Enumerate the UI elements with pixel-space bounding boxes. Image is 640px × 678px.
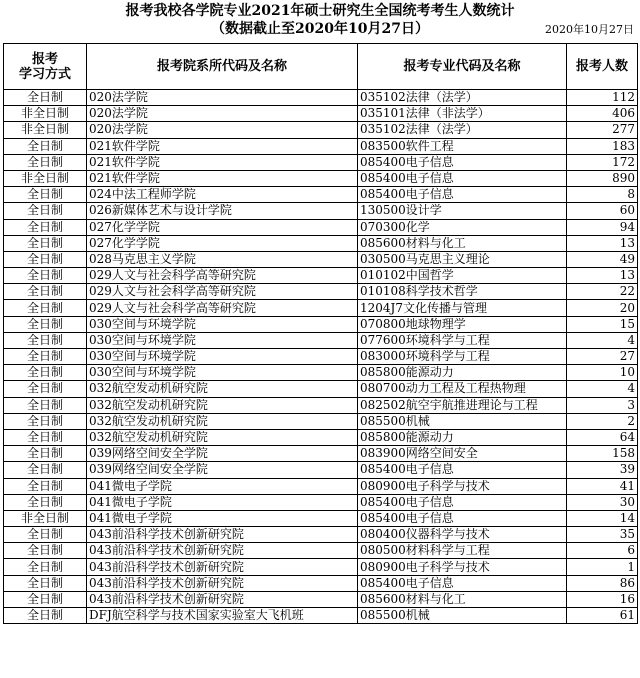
cell-department: DFJ航空科学与技术国家实验室大飞机班: [87, 608, 358, 624]
header-department: 报考院系所代码及名称: [87, 44, 358, 90]
cell-applicant-count: 20: [567, 300, 638, 316]
cell-applicant-count: 406: [567, 106, 638, 122]
table-row: [4, 575, 638, 591]
cell-study-mode: 全日制: [4, 381, 87, 397]
table-row: [4, 381, 638, 397]
cell-department: 030空间与环境学院: [87, 332, 358, 348]
table-row: [4, 284, 638, 300]
table-row: [4, 268, 638, 284]
statistics-table: [3, 43, 638, 624]
cell-applicant-count: 2: [567, 413, 638, 429]
cell-department: 020法学院: [87, 122, 358, 138]
cell-study-mode: 全日制: [4, 90, 87, 106]
cell-department: 026新媒体艺术与设计学院: [87, 203, 358, 219]
cell-major: 010108科学技术哲学: [358, 284, 567, 300]
cell-major: 080900电子科学与技术: [358, 478, 567, 494]
table-row: [4, 365, 638, 381]
cell-applicant-count: 890: [567, 170, 638, 186]
cell-department: 029人文与社会科学高等研究院: [87, 300, 358, 316]
cell-department: 032航空发动机研究院: [87, 413, 358, 429]
cell-study-mode: 全日制: [4, 462, 87, 478]
header-major: 报考专业代码及名称: [358, 44, 567, 90]
cell-major: 080400仪器科学与技术: [358, 527, 567, 543]
header-applicant-count: 报考人数: [567, 44, 638, 90]
cell-applicant-count: 15: [567, 316, 638, 332]
cell-study-mode: 全日制: [4, 527, 87, 543]
cell-applicant-count: 277: [567, 122, 638, 138]
table-row: [4, 349, 638, 365]
cell-study-mode: 全日制: [4, 300, 87, 316]
cell-applicant-count: 8: [567, 187, 638, 203]
cell-study-mode: 全日制: [4, 284, 87, 300]
cell-study-mode: 全日制: [4, 494, 87, 510]
cell-department: 043前沿科学技术创新研究院: [87, 591, 358, 607]
page-subtitle: （数据截止至2020年10月27日）: [211, 21, 429, 37]
cell-study-mode: 全日制: [4, 543, 87, 559]
table-row: [4, 413, 638, 429]
cell-applicant-count: 10: [567, 365, 638, 381]
cell-applicant-count: 49: [567, 251, 638, 267]
cell-study-mode: 全日制: [4, 219, 87, 235]
cell-department: 043前沿科学技术创新研究院: [87, 543, 358, 559]
table-row: [4, 397, 638, 413]
cell-major: 083500软件工程: [358, 138, 567, 154]
cell-study-mode: 全日制: [4, 397, 87, 413]
cell-applicant-count: 13: [567, 235, 638, 251]
cell-applicant-count: 39: [567, 462, 638, 478]
cell-department: 029人文与社会科学高等研究院: [87, 284, 358, 300]
table-row: [4, 219, 638, 235]
cell-major: 035101法律（非法学）: [358, 106, 567, 122]
cell-study-mode: 全日制: [4, 316, 87, 332]
cell-major: 035102法律（法学）: [358, 122, 567, 138]
cell-study-mode: 全日制: [4, 349, 87, 365]
cell-major: 030500马克思主义理论: [358, 251, 567, 267]
cell-major: 010102中国哲学: [358, 268, 567, 284]
table-row: [4, 251, 638, 267]
cell-applicant-count: 41: [567, 478, 638, 494]
cell-department: 020法学院: [87, 106, 358, 122]
cell-department: 024中法工程师学院: [87, 187, 358, 203]
cell-applicant-count: 16: [567, 591, 638, 607]
table-row: [4, 446, 638, 462]
cell-major: 085400电子信息: [358, 154, 567, 170]
cell-study-mode: 全日制: [4, 478, 87, 494]
cell-applicant-count: 4: [567, 332, 638, 348]
cell-major: 085800能源动力: [358, 429, 567, 445]
cell-major: 085400电子信息: [358, 494, 567, 510]
cell-major: 070300化学: [358, 219, 567, 235]
cell-applicant-count: 27: [567, 349, 638, 365]
cell-major: 083000环境科学与工程: [358, 349, 567, 365]
cell-department: 043前沿科学技术创新研究院: [87, 559, 358, 575]
cell-major: 085500机械: [358, 608, 567, 624]
cell-study-mode: 全日制: [4, 154, 87, 170]
cell-department: 027化学学院: [87, 219, 358, 235]
cell-applicant-count: 30: [567, 494, 638, 510]
cell-department: 032航空发动机研究院: [87, 381, 358, 397]
header-study-mode: [4, 44, 87, 90]
cell-applicant-count: 86: [567, 575, 638, 591]
cell-major: 082502航空宇航推进理论与工程: [358, 397, 567, 413]
cell-study-mode: 全日制: [4, 332, 87, 348]
cell-major: 085600材料与化工: [358, 591, 567, 607]
cell-department: 041微电子学院: [87, 478, 358, 494]
cell-major: 080900电子科学与技术: [358, 559, 567, 575]
cell-major: 077600环境科学与工程: [358, 332, 567, 348]
table-row: [4, 235, 638, 251]
cell-applicant-count: 112: [567, 90, 638, 106]
table-row: [4, 332, 638, 348]
table-row: [4, 138, 638, 154]
cell-department: 032航空发动机研究院: [87, 397, 358, 413]
cell-department: 043前沿科学技术创新研究院: [87, 575, 358, 591]
table-row: [4, 170, 638, 186]
cell-department: 030空间与环境学院: [87, 349, 358, 365]
cell-major: 085400电子信息: [358, 510, 567, 526]
report-date: 2020年10月27日: [545, 23, 634, 36]
cell-major: 085600材料与化工: [358, 235, 567, 251]
cell-department: 029人文与社会科学高等研究院: [87, 268, 358, 284]
cell-department: 028马克思主义学院: [87, 251, 358, 267]
cell-study-mode: 全日制: [4, 429, 87, 445]
cell-applicant-count: 6: [567, 543, 638, 559]
cell-applicant-count: 64: [567, 429, 638, 445]
cell-applicant-count: 60: [567, 203, 638, 219]
cell-study-mode: 全日制: [4, 591, 87, 607]
cell-major: 085400电子信息: [358, 170, 567, 186]
cell-applicant-count: 1: [567, 559, 638, 575]
cell-study-mode: 全日制: [4, 446, 87, 462]
cell-applicant-count: 3: [567, 397, 638, 413]
table-row: [4, 187, 638, 203]
cell-department: 030空间与环境学院: [87, 316, 358, 332]
cell-department: 039网络空间安全学院: [87, 446, 358, 462]
table-row: [4, 543, 638, 559]
cell-department: 021软件学院: [87, 154, 358, 170]
cell-study-mode: 全日制: [4, 268, 87, 284]
cell-department: 020法学院: [87, 90, 358, 106]
cell-major: 083900网络空间安全: [358, 446, 567, 462]
cell-major: 085400电子信息: [358, 462, 567, 478]
cell-major: 130500设计学: [358, 203, 567, 219]
table-row: [4, 462, 638, 478]
cell-study-mode: 全日制: [4, 203, 87, 219]
cell-major: 1204J7文化传播与管理: [358, 300, 567, 316]
cell-study-mode: 全日制: [4, 138, 87, 154]
cell-major: 085800能源动力: [358, 365, 567, 381]
cell-applicant-count: 13: [567, 268, 638, 284]
cell-major: 085400电子信息: [358, 575, 567, 591]
cell-applicant-count: 183: [567, 138, 638, 154]
cell-department: 032航空发动机研究院: [87, 429, 358, 445]
page-title: 报考我校各学院专业2021年硕士研究生全国统考考生人数统计: [125, 3, 515, 19]
cell-study-mode: 全日制: [4, 365, 87, 381]
cell-department: 043前沿科学技术创新研究院: [87, 527, 358, 543]
cell-department: 039网络空间安全学院: [87, 462, 358, 478]
cell-applicant-count: 61: [567, 608, 638, 624]
cell-study-mode: 全日制: [4, 251, 87, 267]
table-row: [4, 316, 638, 332]
cell-study-mode: 全日制: [4, 413, 87, 429]
table-row: [4, 608, 638, 624]
table-row: [4, 591, 638, 607]
cell-study-mode: 全日制: [4, 187, 87, 203]
cell-major: 080700动力工程及工程热物理: [358, 381, 567, 397]
cell-applicant-count: 35: [567, 527, 638, 543]
cell-department: 041微电子学院: [87, 494, 358, 510]
header-study-mode-line2: 学习方式: [18, 66, 71, 82]
table-row: [4, 122, 638, 138]
table-row: [4, 300, 638, 316]
cell-department: 021软件学院: [87, 138, 358, 154]
table-row: [4, 510, 638, 526]
header-study-mode-line1: 报考: [31, 51, 58, 67]
cell-study-mode: 全日制: [4, 608, 87, 624]
cell-applicant-count: 94: [567, 219, 638, 235]
table-row: [4, 559, 638, 575]
cell-study-mode: 非全日制: [4, 106, 87, 122]
cell-study-mode: 非全日制: [4, 122, 87, 138]
cell-major: 085500机械: [358, 413, 567, 429]
cell-major: 035102法律（法学）: [358, 90, 567, 106]
cell-department: 027化学学院: [87, 235, 358, 251]
cell-study-mode: 非全日制: [4, 170, 87, 186]
table-header-row: [4, 44, 638, 90]
cell-study-mode: 全日制: [4, 559, 87, 575]
cell-major: 070800地球物理学: [358, 316, 567, 332]
cell-applicant-count: 158: [567, 446, 638, 462]
cell-study-mode: 非全日制: [4, 510, 87, 526]
cell-study-mode: 全日制: [4, 575, 87, 591]
table-row: [4, 527, 638, 543]
table-body: [4, 90, 638, 624]
cell-applicant-count: 22: [567, 284, 638, 300]
cell-department: 021软件学院: [87, 170, 358, 186]
cell-applicant-count: 14: [567, 510, 638, 526]
table-row: [4, 478, 638, 494]
cell-study-mode: 全日制: [4, 235, 87, 251]
table-row: [4, 203, 638, 219]
table-row: [4, 90, 638, 106]
cell-applicant-count: 172: [567, 154, 638, 170]
cell-major: 085400电子信息: [358, 187, 567, 203]
table-row: [4, 429, 638, 445]
cell-department: 041微电子学院: [87, 510, 358, 526]
cell-applicant-count: 4: [567, 381, 638, 397]
table-row: [4, 106, 638, 122]
table-row: [4, 494, 638, 510]
cell-department: 030空间与环境学院: [87, 365, 358, 381]
cell-major: 080500材料科学与工程: [358, 543, 567, 559]
table-row: [4, 154, 638, 170]
